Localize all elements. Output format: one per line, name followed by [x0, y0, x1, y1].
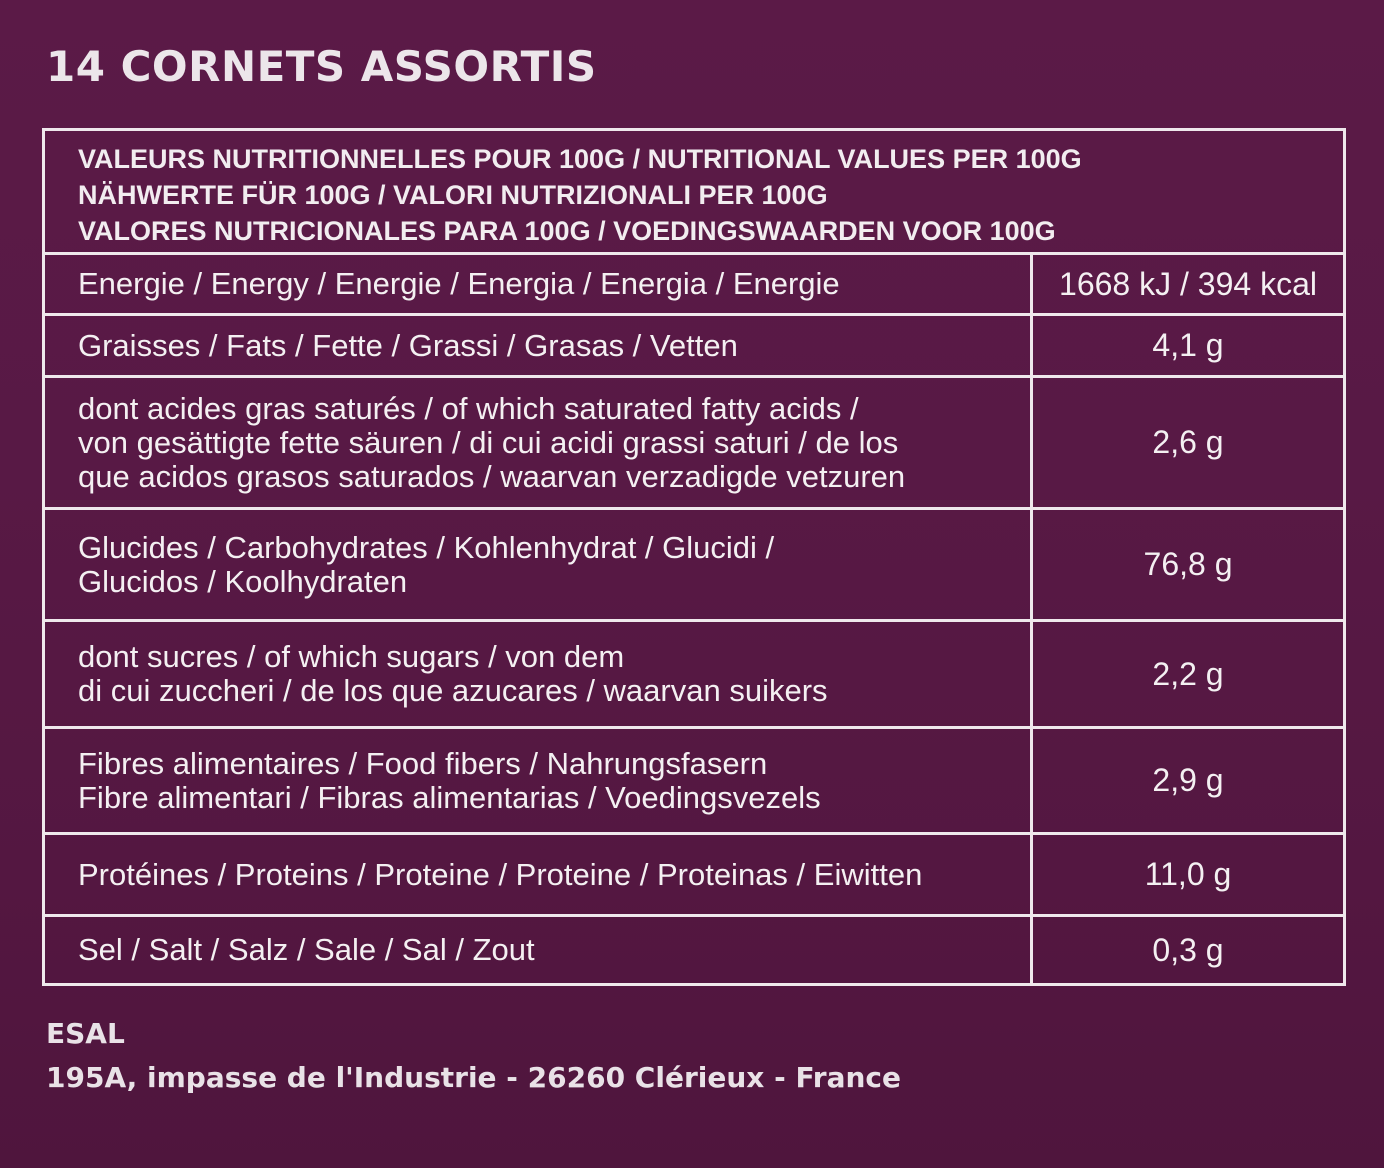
nutrient-value: 11,0 g: [1030, 835, 1343, 914]
nutrient-value: 76,8 g: [1030, 510, 1343, 619]
nutrient-label-line: Glucides / Carbohydrates / Kohlenhydrat / Glucidi /: [78, 529, 775, 565]
header-line-es-nl: VALORES NUTRICIONALES PARA 100G / VOEDINGSWAARDEN VOOR 100G: [78, 216, 1056, 246]
nutrient-value: 1668 kJ / 394 kcal: [1030, 255, 1343, 313]
nutrient-value: 0,3 g: [1030, 917, 1343, 983]
nutrient-label: [78, 378, 905, 507]
nutrient-label-line: Glucidos / Koolhydraten: [78, 563, 408, 599]
nutrient-label-line: Sel / Salt / Salz / Sale / Sal / Zout: [78, 932, 535, 967]
nutrition-row-carbohydrates: [45, 510, 1343, 622]
manufacturer-name: ESAL: [46, 1017, 125, 1050]
nutrient-label-line: dont acides gras saturés / of which saturated fatty acids /: [78, 390, 859, 426]
nutrition-row-salt: [45, 917, 1343, 983]
nutrient-label-line: dont sucres / of which sugars / von dem: [78, 639, 625, 674]
nutrient-value: 2,2 g: [1030, 622, 1343, 726]
product-title: 14 CORNETS ASSORTIS: [46, 42, 597, 91]
nutrient-label: [78, 255, 840, 313]
nutrient-label: [78, 835, 922, 914]
nutrient-label: [78, 316, 738, 375]
manufacturer-address: 195A, impasse de l'Industrie - 26260 Clérieux - France: [46, 1061, 902, 1094]
nutrient-value: 2,6 g: [1030, 378, 1343, 507]
header-line-fr-en: VALEURS NUTRITIONNELLES POUR 100G / NUTRITIONAL VALUES PER 100G: [78, 144, 1082, 174]
nutrient-label-line: Fibre alimentari / Fibras alimentarias / Voedingsvezels: [78, 779, 821, 815]
nutrient-label-line: Graisses / Fats / Fette / Grassi / Grasas / Vetten: [78, 327, 738, 363]
nutrient-label-line: que acidos grasos saturados / waarvan verzadigde vetzuren: [78, 458, 906, 494]
nutrition-row-fats: [45, 316, 1343, 378]
nutrition-row-proteins: [45, 835, 1343, 917]
nutrient-label-line: di cui zuccheri / de los que azucares / waarvan suikers: [78, 673, 828, 708]
nutrient-label-line: Protéines / Proteins / Proteine / Proteine / Proteinas / Eiwitten: [78, 856, 923, 892]
nutrition-row-sugars: [45, 622, 1343, 729]
nutrient-value: 4,1 g: [1030, 316, 1343, 375]
nutrition-table: [42, 128, 1346, 986]
nutrient-label: [78, 510, 774, 619]
nutrition-row-fibers: [45, 729, 1343, 835]
nutrition-row-saturated-fats: [45, 378, 1343, 510]
nutrient-label: [78, 917, 535, 983]
nutrient-value: 2,9 g: [1030, 729, 1343, 832]
nutrition-table-header: [45, 131, 1343, 255]
nutrient-label-line: Fibres alimentaires / Food fibers / Nahrungsfasern: [78, 745, 768, 781]
nutrient-label-line: von gesättigte fette säuren / di cui acidi grassi saturi / de los: [78, 424, 899, 460]
manufacturer-info: [46, 1012, 901, 1100]
nutrient-label: [78, 729, 821, 832]
nutrition-row-energy: [45, 255, 1343, 316]
header-line-de-it: NÄHWERTE FÜR 100G / VALORI NUTRIZIONALI PER 100G: [78, 180, 828, 210]
nutrient-label-line: Energie / Energy / Energie / Energia / Energia / Energie: [78, 266, 840, 301]
nutrient-label: [78, 622, 828, 726]
